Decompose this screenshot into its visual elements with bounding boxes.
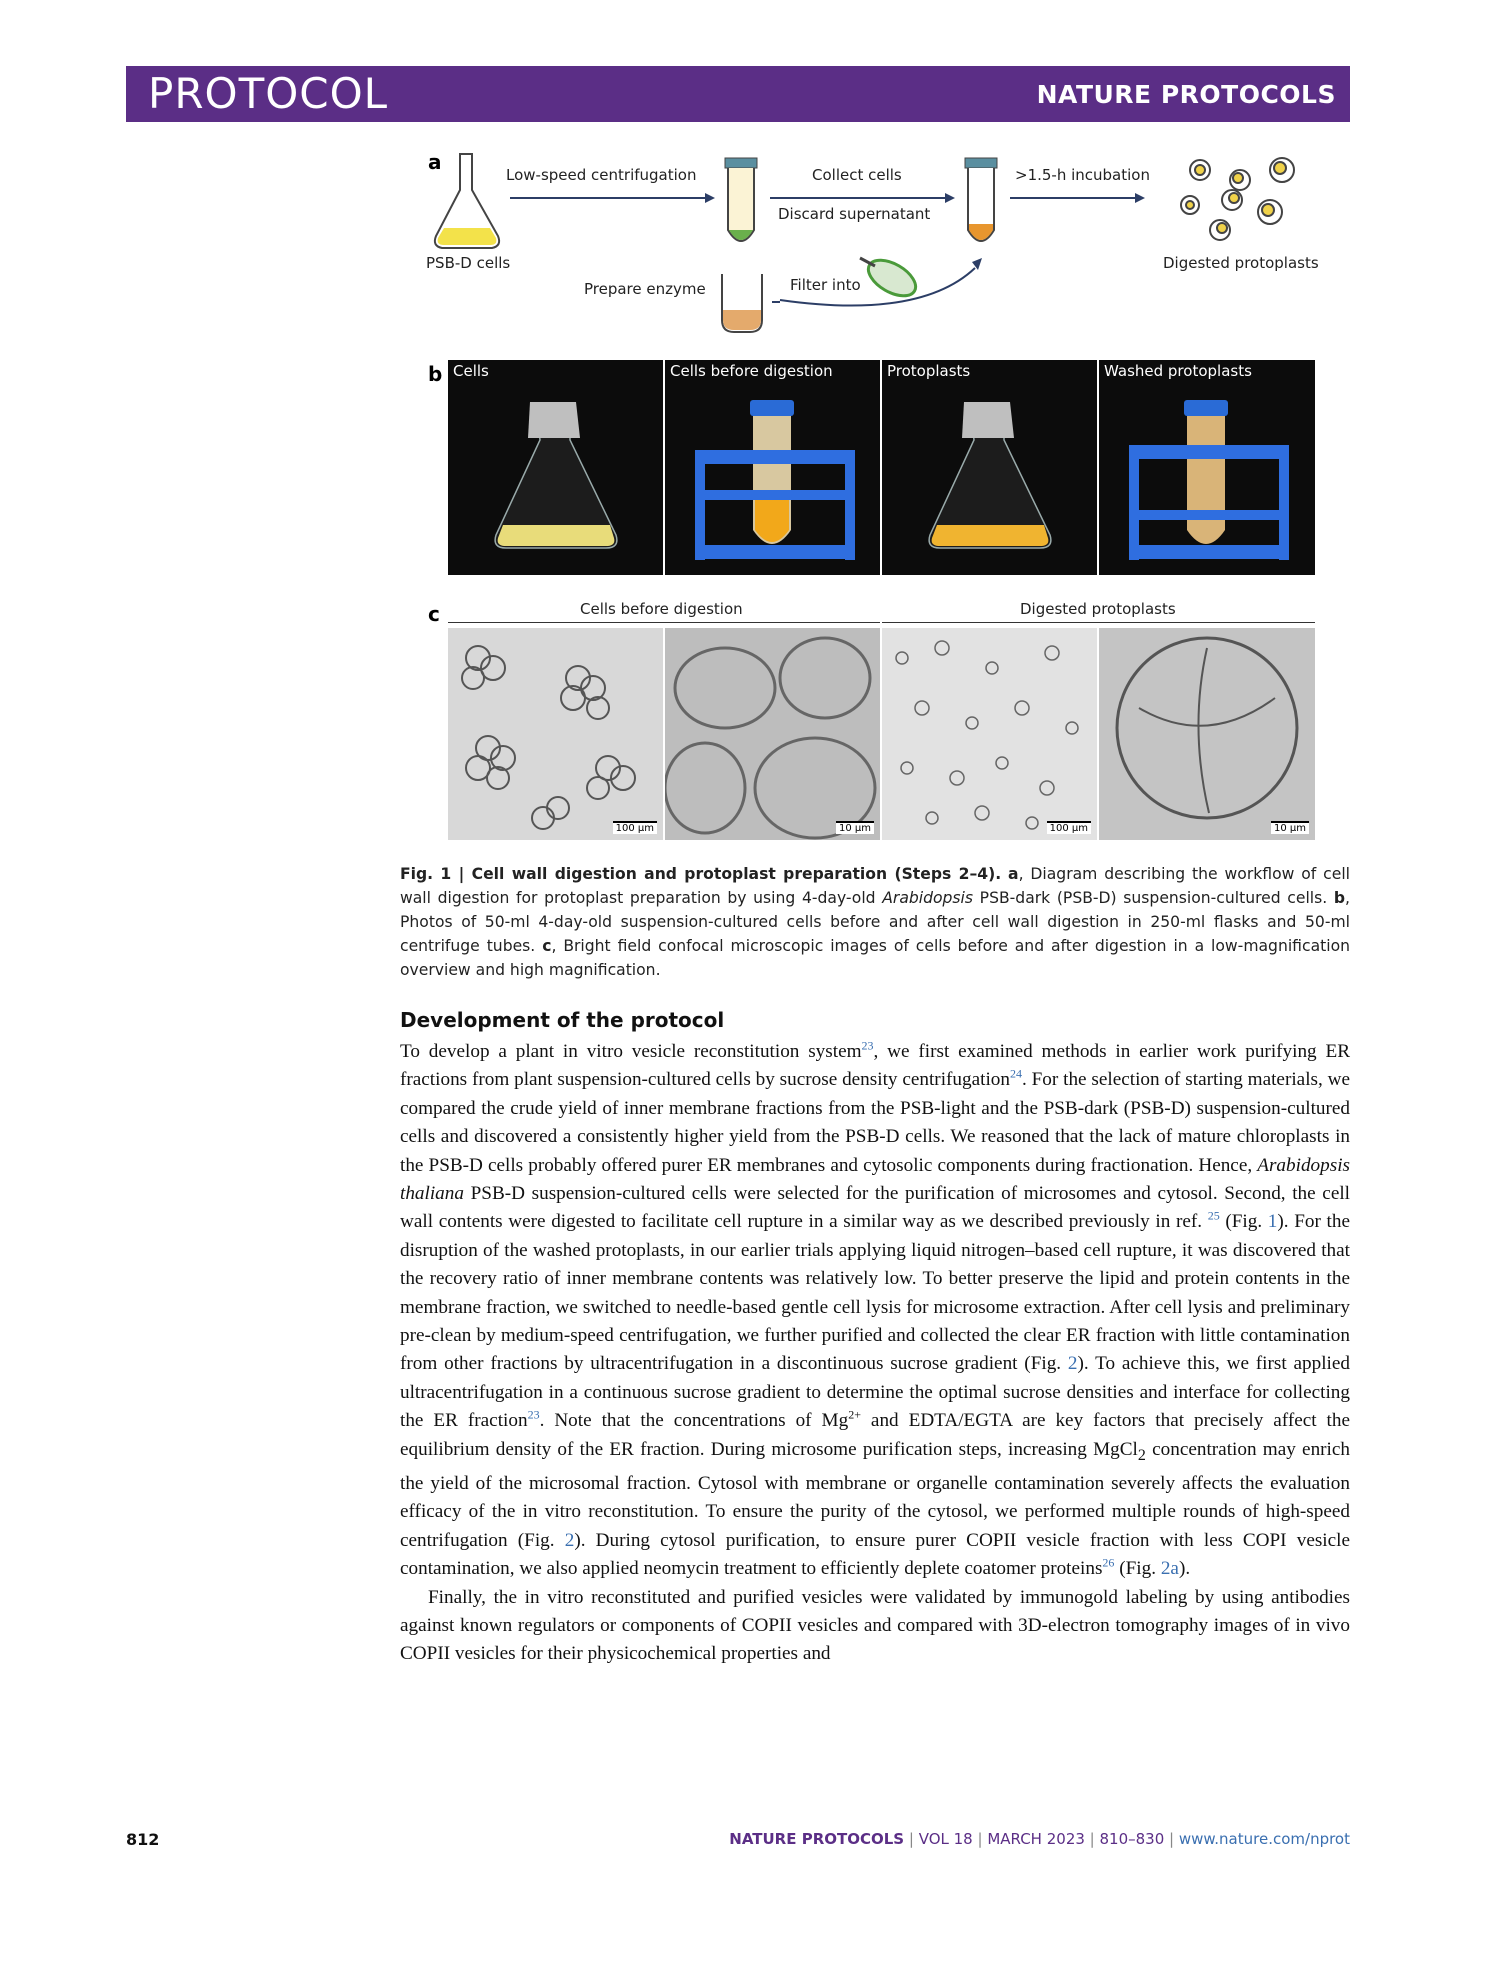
group-rule-before (448, 622, 880, 623)
paragraph-1 (400, 1038, 1350, 1584)
caption-a-text-1: , Diagram describing the workflow of cell wall digestion for protoplast preparation by using 4-day-old (400, 865, 1350, 907)
text-run: ). During cytosol purification, to ensure purer COPII vesicle fraction with less COPI vesicle contamination, we also applied neomycin treatment to efficiently deplete coatomer proteins (400, 1529, 1350, 1580)
photo-label-washed: Washed protoplasts (1104, 362, 1252, 380)
footer-date: MARCH 2023 (987, 1830, 1085, 1848)
panel-c-letter: c (428, 602, 440, 626)
label-psbd: PSB-D cells (426, 254, 511, 272)
ref-link[interactable]: 26 (1102, 1555, 1115, 1570)
photo-label-protoplasts: Protoplasts (887, 362, 971, 380)
scale-bar-3: 100 μm (1047, 821, 1091, 834)
group-rule-digested (882, 622, 1315, 623)
footer-citation: NATURE PROTOCOLS | VOL 18 | MARCH 2023 | 810–830 | www.nature.com/nprot (729, 1830, 1350, 1848)
text-run: (Fig. (1114, 1558, 1161, 1580)
syringe-filter-icon (860, 253, 922, 303)
caption-c-text: , Bright field confocal microscopic images of cells before and after digestion in a low-magnification overview and high magnification. (400, 937, 1350, 979)
photo-protoplasts (882, 360, 1097, 575)
ref-link[interactable]: 23 (527, 1407, 540, 1422)
panel-b-letter: b (428, 362, 443, 386)
scale-bar-1: 100 μm (613, 821, 657, 834)
micro-digested-low (882, 628, 1097, 840)
photo-label-cells: Cells (453, 362, 489, 380)
footer-url[interactable]: www.nature.com/nprot (1178, 1830, 1350, 1848)
ref-link[interactable]: 23 (861, 1038, 874, 1053)
text-run: ). For the disruption of the washed protoplasts, in our earlier trials applying liquid nitrogen–based cell rupture, it was discovered that the recovery ratio of inner membrane contents was relatively low. To better preserve the lipid and protein contents in the membrane fraction, we switched to needle-based gentle cell lysis for microsome extraction. After cell lysis and preliminary pre-clean by medium-speed centrifugation, we further purified and collected the clear ER fraction with little contamination from other fractions by ultracentrifugation in a discontinuous sucrose gradient (Fig. (400, 1211, 1350, 1375)
superscript: 2+ (848, 1407, 861, 1422)
protoplast-cluster-icon (1181, 158, 1294, 240)
micro-before-high (665, 628, 880, 840)
text-run: , we first examined methods in earlier work purifying ER fractions from plant suspension-cultured cells by sucrose density centrifugation (400, 1041, 1351, 1091)
scale-bar-2: 10 μm (836, 821, 874, 834)
group-label-before: Cells before digestion (580, 600, 743, 618)
flask-orange-photo-icon (882, 360, 1097, 575)
caption-b-text: , Photos of 50-ml 4-day-old suspension-cultured cells before and after cell wall digestion in 250-ml flasks and 50-ml centrifuge tubes. (400, 889, 1350, 955)
page-number: 812 (126, 1830, 160, 1849)
step-prepare: Prepare enzyme (584, 280, 706, 298)
label-digested: Digested protoplasts (1163, 254, 1319, 272)
step-discard: Discard supernatant (778, 205, 931, 223)
caption-a-letter: a (1008, 865, 1019, 883)
tube-green-icon (725, 158, 757, 241)
text-run: PSB-D suspension-cultured cells were selected for the purification of microsomes and cytosol. Second, the cell wall contents were digested to facilitate cell rupture in a similar way as we described previously in ref. (400, 1183, 1350, 1233)
paragraph-2: Finally, the in vitro reconstituted and purified vesicles were validated by immunogold labeling by using antibodies against known regulators or components of COPII vesicles and compared with 3D-electron tomography images of in vivo COPII vesicles for their physicochemical properties and (400, 1586, 1350, 1665)
enzyme-beaker-icon (722, 274, 762, 332)
caption-label: Fig. 1 | Cell wall digestion and protoplast preparation (Steps 2–4). (400, 865, 1002, 883)
panel-a-letter: a (428, 150, 442, 174)
header-bar (126, 66, 1350, 122)
caption-a-text-2: PSB-dark (PSB-D) suspension-cultured cells. (973, 889, 1334, 907)
section-title: Development of the protocol (400, 1008, 725, 1032)
photo-washed (1099, 360, 1315, 575)
micro-before-low (448, 628, 663, 840)
caption-c-letter: c (542, 937, 552, 955)
figure-link[interactable]: 1 (1267, 1211, 1278, 1233)
tube-rack-washed-photo-icon (1099, 360, 1315, 575)
text-run: (Fig. (1219, 1211, 1268, 1233)
ref-link[interactable]: 24 (1009, 1067, 1022, 1082)
caption-b-letter: b (1333, 889, 1346, 907)
text-run: . For the selection of starting materials, we compared the crude yield of inner membrane fractions from the PSB-light and the PSB-dark (PSB-D) suspension-cultured cells and discovered a consistently higher yield from the PSB-D cells. We reasoned that the lack of mature chloroplasts in the PSB-D cells probably offered purer ER membranes and cytosolic components during fractionation. Hence, (400, 1069, 1351, 1176)
cell-closeup-icon (665, 628, 880, 840)
tube-rack-photo-icon (665, 360, 880, 575)
photo-label-cells-before: Cells before digestion (670, 362, 833, 380)
caption-a-italic: Arabidopsis (882, 889, 974, 907)
tube-orange-icon (965, 158, 997, 241)
group-label-digested: Digested protoplasts (1020, 600, 1176, 618)
photo-cells-before (665, 360, 880, 575)
flask-icon (435, 154, 499, 248)
scale-bar-4: 10 μm (1271, 821, 1309, 834)
text-run: ). To achieve this, we first applied ultracentrifugation in a continuous sucrose gradient to determine the optimal sucrose densities and interface for collecting the ER fraction (400, 1353, 1350, 1432)
step-low-speed: Low-speed centrifugation (506, 166, 697, 184)
footer-journal: NATURE PROTOCOLS (729, 1830, 905, 1848)
text-run: and EDTA/EGTA are key factors that precisely affect the equilibrium density of the ER fraction. During microsome purification steps, increasing MgCl (400, 1410, 1350, 1460)
figure-1 (420, 150, 1350, 850)
text-run: ). (1178, 1558, 1191, 1580)
figure-link[interactable]: 2 (1067, 1353, 1078, 1375)
protoplast-dots-icon (882, 628, 1097, 840)
figure-link[interactable]: 2a (1160, 1558, 1179, 1580)
step-collect: Collect cells (812, 166, 902, 184)
section-label: PROTOCOL (148, 69, 389, 118)
photo-cells (448, 360, 663, 575)
body-text (400, 1038, 1350, 1669)
cell-clusters-icon (448, 628, 663, 840)
subscript: 2 (1137, 1446, 1146, 1464)
flask-photo-icon (448, 360, 663, 575)
step-incubation: >1.5-h incubation (1015, 166, 1150, 184)
species-name: Arabidopsis thaliana (400, 1154, 1350, 1205)
text-run: To develop a plant in vitro vesicle reconstitution system (400, 1041, 862, 1062)
footer-volume: VOL 18 (918, 1830, 973, 1848)
protoplast-closeup-icon (1099, 628, 1315, 840)
figure-link[interactable]: 2 (564, 1529, 575, 1551)
figure-caption (400, 862, 1350, 982)
ref-link[interactable]: 25 (1207, 1209, 1220, 1224)
journal-name: NATURE PROTOCOLS (1036, 80, 1336, 109)
text-run: . Note that the concentrations of Mg (539, 1410, 849, 1432)
micro-digested-high (1099, 628, 1315, 840)
text-run: concentration may enrich the yield of the microsomal fraction. Cytosol with membrane or organelle contamination severely affects the evaluation efficacy of the in vitro reconstitution. To ensure the purity of the cytosol, we performed multiple rounds of high-speed centrifugation (Fig. (400, 1438, 1350, 1551)
footer-pages: 810–830 (1099, 1830, 1165, 1848)
step-filter: Filter into (790, 276, 861, 294)
